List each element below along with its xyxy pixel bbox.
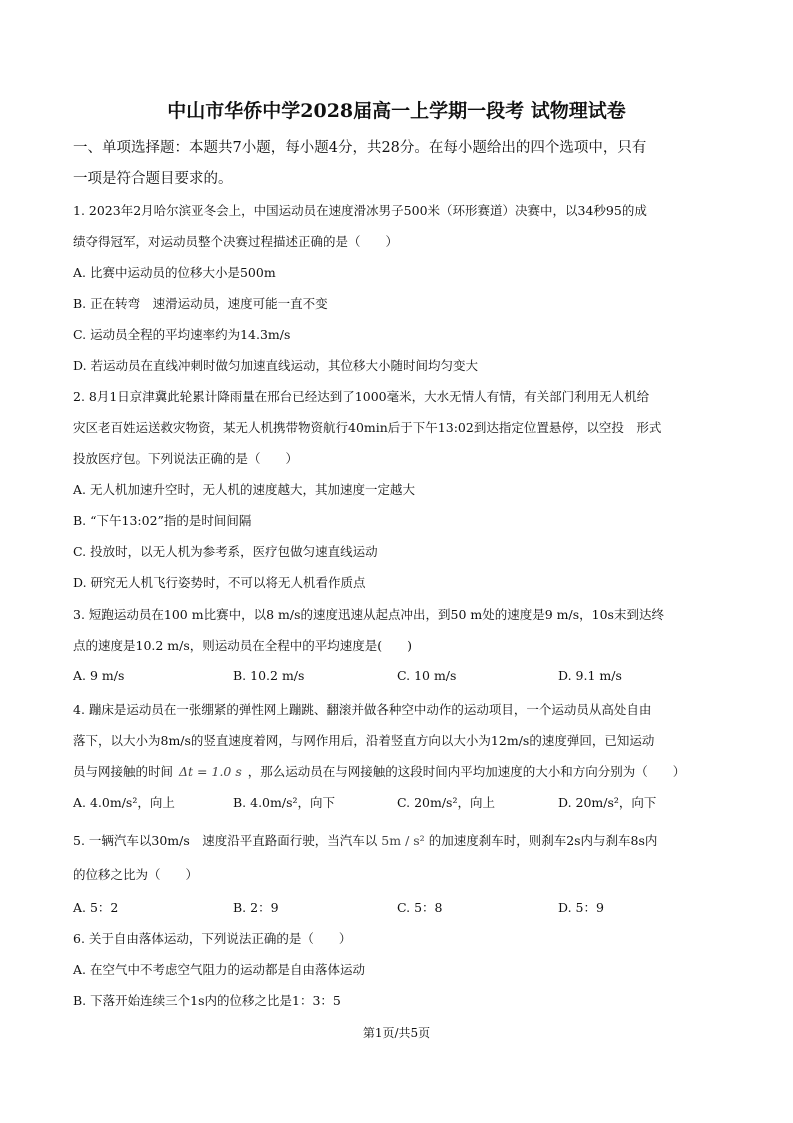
question-3-option-a: A. 9 m/s	[73, 668, 125, 683]
question-6-option-b: B. 下落开始连续三个1s内的位移之比是1：3：5	[73, 993, 341, 1008]
question-5-formula: 5m / s²	[381, 833, 425, 848]
question-4-option-a: A. 4.0m/s²，向上	[73, 795, 175, 810]
question-4-formula: Δt = 1.0 s	[179, 764, 242, 779]
question-6-option-a: A. 在空气中不考虑空气阻力的运动都是自由落体运动	[73, 962, 365, 977]
question-2-option-a: A. 无人机加速升空时，无人机的速度越大，其加速度一定越大	[73, 482, 415, 497]
question-1-option-d: D. 若运动员在直线冲刺时做匀加速直线运动，其位移大小随时间均匀变大	[73, 358, 479, 373]
question-5-option-a: A. 5：2	[73, 900, 119, 915]
question-2-option-c: C. 投放时，以无人机为参考系，医疗包做匀速直线运动	[73, 544, 378, 559]
question-1-option-a: A. 比赛中运动员的位移大小是500m	[73, 265, 276, 280]
question-2-stem-cont2: 投放医疗包。下列说法正确的是（ ）	[73, 451, 299, 466]
question-3-stem: 3. 短跑运动员在100 m比赛中，以8 m/s的速度迅速从起点冲出，到50 m处的速度是9 m/s，10s末到达终	[73, 607, 664, 622]
section-heading: 一、单项选择题：本题共7小题，每小题4分，共28分。在每小题给出的四个选项中，只有	[73, 140, 647, 156]
question-4-option-b: B. 4.0m/s²，向下	[233, 795, 336, 810]
question-6-stem: 6. 关于自由落体运动，下列说法正确的是（ ）	[73, 931, 352, 946]
question-2-option-d: D. 研究无人机飞行姿势时，不可以将无人机看作质点	[73, 575, 366, 590]
page-footer: 第1页/共5页	[362, 1026, 431, 1040]
question-5-stem-cont: 的位移之比为（ ）	[73, 867, 199, 882]
question-1-option-b: B. 正在转弯 速滑运动员，速度可能一直不变	[73, 296, 328, 311]
question-1-stem-cont: 绩夺得冠军，对运动员整个决赛过程描述正确的是（ ）	[73, 234, 399, 249]
question-4-stem-cont: 落下，以大小为8m/s的竖直速度着网，与网作用后，沿着竖直方向以大小为12m/s的速度弹回，已知运动	[73, 733, 655, 748]
question-5-option-c: C. 5：8	[397, 900, 443, 915]
question-4-stem-cont2	[73, 762, 685, 780]
question-5-text-c: 的加速度刹车时，则刹车2s内与刹车8s内	[428, 833, 658, 848]
question-5-option-d: D. 5：9	[558, 900, 604, 915]
question-1-stem: 1. 2023年2月哈尔滨亚冬会上，中国运动员在速度滑冰男子500米（环形赛道）决赛中，以34秒95的成	[73, 203, 647, 218]
question-5-stem	[73, 831, 657, 849]
question-3-option-d: D. 9.1 m/s	[558, 668, 622, 683]
question-2-stem-cont: 灾区老百姓运送救灾物资，某无人机携带物资航行40min后于下午13:02到达指定位置悬停，以空投 形式	[73, 420, 662, 435]
question-3-stem-cont: 点的速度是10.2 m/s，则运动员在全程中的平均速度是( )	[73, 638, 413, 653]
question-2-stem: 2. 8月1日京津冀此轮累计降雨量在邢台已经达到了1000毫米，大水无情人有情，有关部门利用无人机给	[73, 389, 650, 404]
question-4-stem: 4. 蹦床是运动员在一张绷紧的弹性网上蹦跳、翻滚并做各种空中动作的运动项目，一个运动员从高处自由	[73, 702, 652, 717]
question-5-option-b: B. 2：9	[233, 900, 279, 915]
question-2-option-b: B. “下午13:02”指的是时间间隔	[73, 513, 252, 528]
page-title: 中山市华侨中学2028届高一上学期一段考 试物理试卷	[167, 100, 626, 122]
question-5-text-a: 5. 一辆汽车以30m/s 速度沿平直路面行驶，当汽车以	[73, 833, 378, 848]
section-heading-cont: 一项是符合题目要求的。	[73, 171, 233, 187]
question-4-text-c: ，那么运动员在与网接触的这段时间内平均加速度的大小和方向分别为（ ）	[247, 764, 686, 779]
question-1-option-c: C. 运动员全程的平均速率约为14.3m/s	[73, 327, 291, 342]
question-3-option-c: C. 10 m/s	[397, 668, 457, 683]
question-4-text-a: 员与网接触的时间	[73, 764, 174, 779]
question-4-option-c: C. 20m/s²，向上	[397, 795, 495, 810]
question-3-option-b: B. 10.2 m/s	[233, 668, 305, 683]
question-4-option-d: D. 20m/s²，向下	[558, 795, 657, 810]
